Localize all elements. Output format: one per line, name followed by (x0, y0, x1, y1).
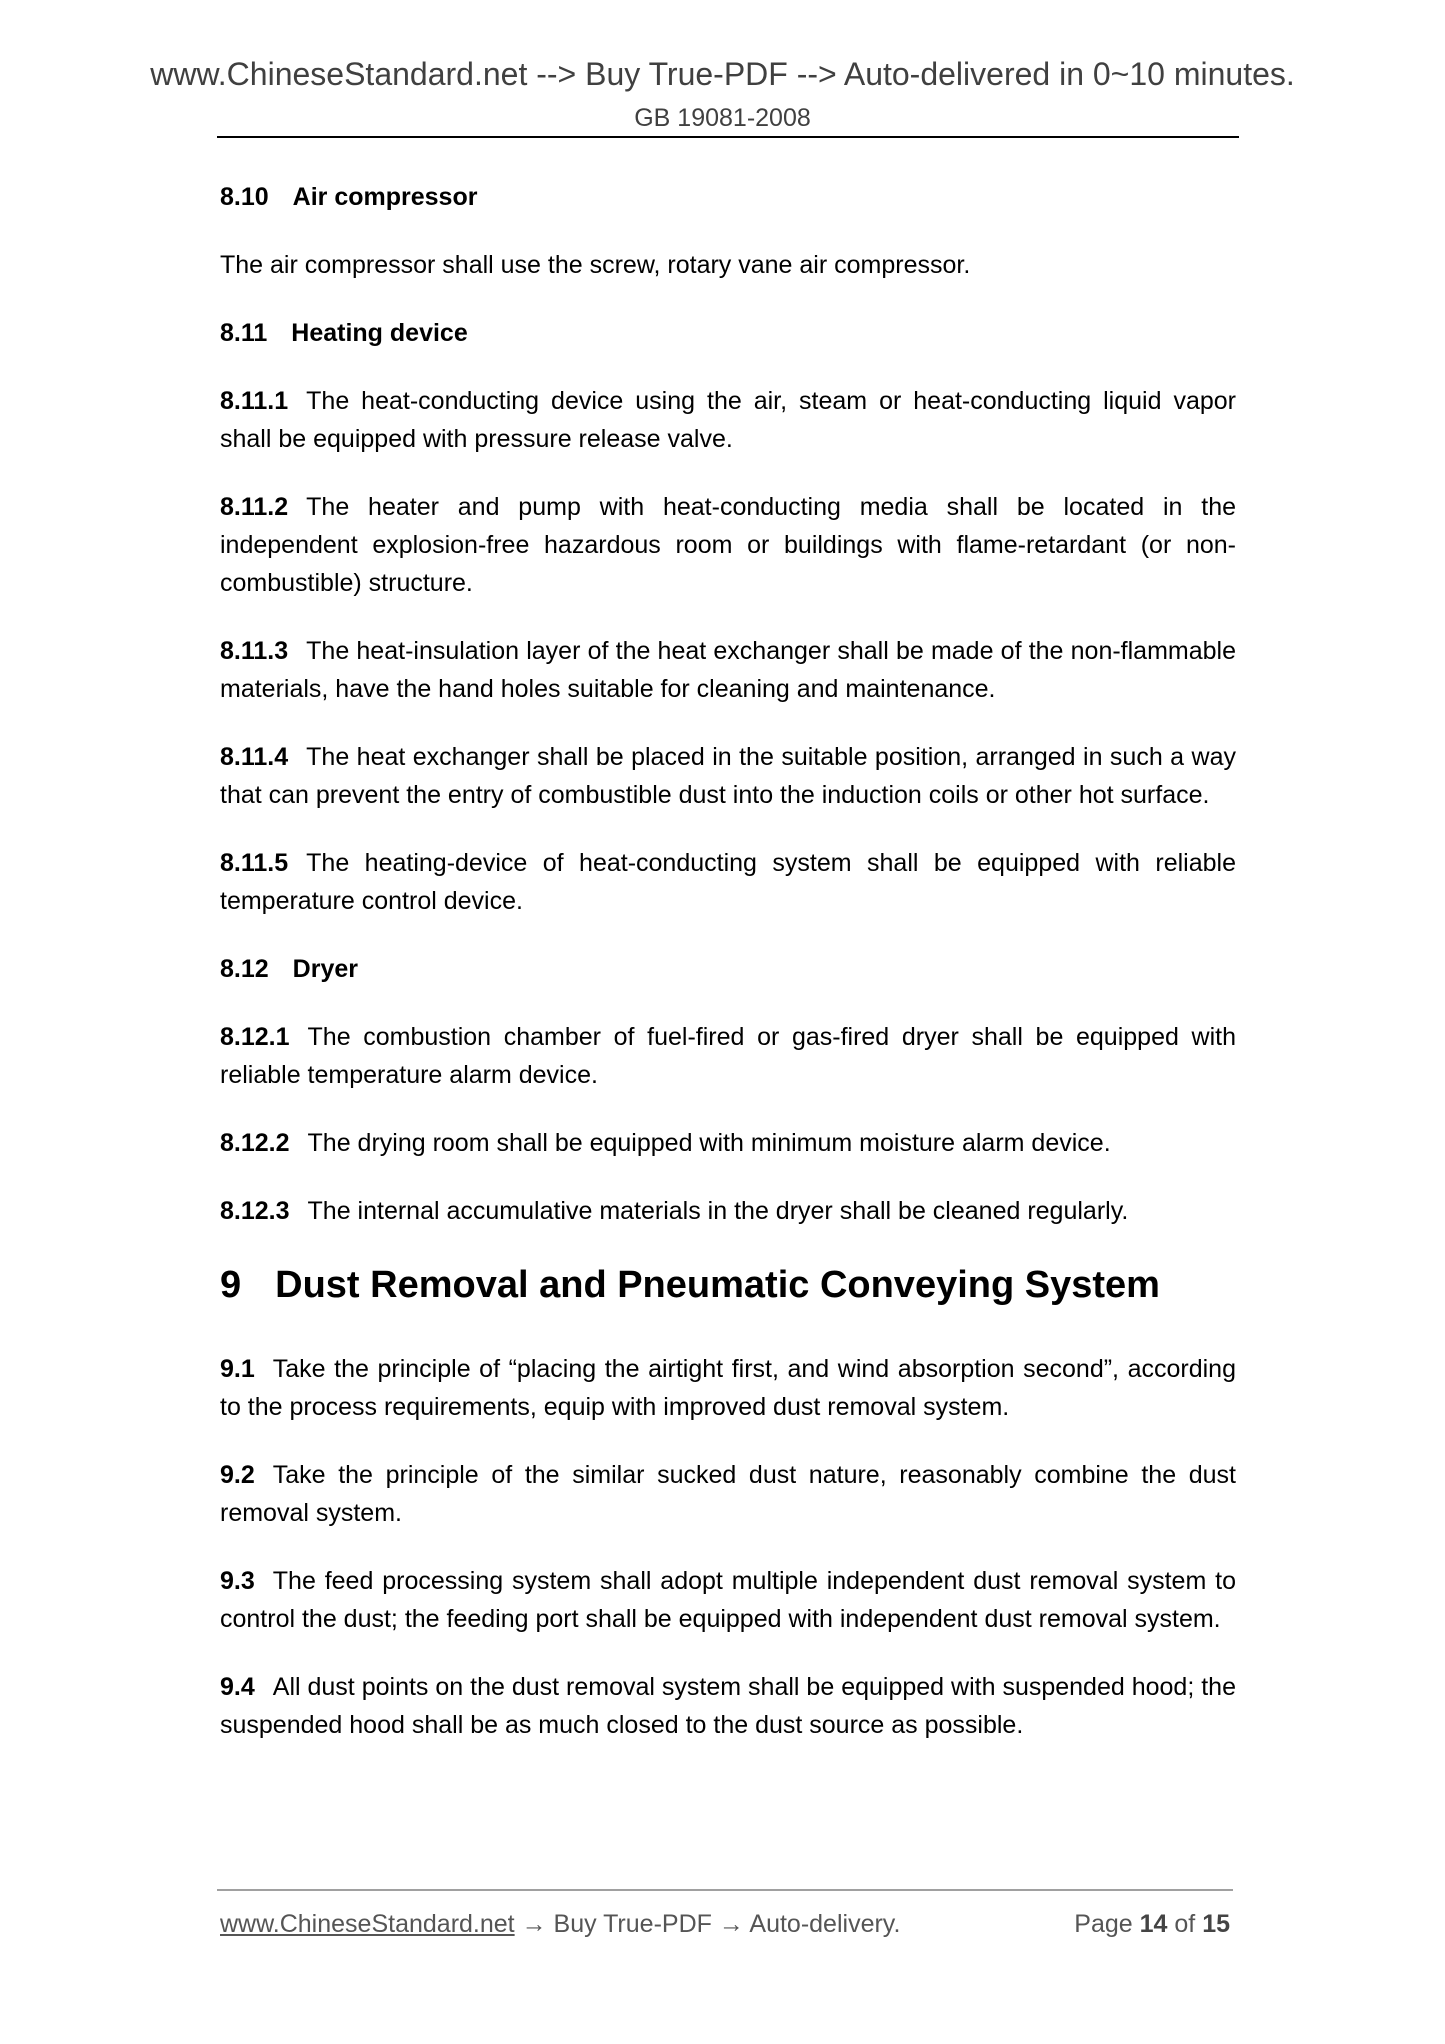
section-heading-8-12: 8.12 Dryer (220, 955, 358, 983)
clause-8-11-2: 8.11.2 The heater and pump with heat-conducting media shall be located in the independent explosion-free hazardous room or buildings with flame-retardant (or non-combustible) structure. (220, 493, 1236, 597)
header-rule (217, 136, 1239, 138)
section-heading-8-10: 8.10 Air compressor (220, 183, 478, 211)
clause-9-1: 9.1 Take the principle of “placing the airtight first, and wind absorption second”, according to the process requirements, equip with improved dust removal system. (220, 1355, 1236, 1421)
footer (220, 1910, 1230, 1939)
header-banner: www.ChineseStandard.net --> Buy True-PDF --> Auto-delivered in 0~10 minutes. (150, 56, 1295, 92)
clause-8-12-2: 8.12.2 The drying room shall be equipped with minimum moisture alarm device. (220, 1129, 1111, 1157)
standard-code: GB 19081-2008 (634, 104, 811, 132)
paragraph-8-10: The air compressor shall use the screw, rotary vane air compressor. (220, 251, 971, 279)
clause-9-4: 9.4 All dust points on the dust removal system shall be equipped with suspended hood; the suspended hood shall be as much closed to the dust source as possible. (220, 1673, 1236, 1739)
clause-8-12-1: 8.12.1 The combustion chamber of fuel-fired or gas-fired dryer shall be equipped with reliable temperature alarm device. (220, 1023, 1236, 1089)
footer-site-link[interactable]: www.ChineseStandard.net (220, 1910, 515, 1938)
clause-9-3: 9.3 The feed processing system shall adopt multiple independent dust removal system to control the dust; the feeding port shall be equipped with independent dust removal system. (220, 1567, 1236, 1633)
clause-8-11-4: 8.11.4 The heat exchanger shall be placed in the suitable position, arranged in such a way that can prevent the entry of combustible dust into the induction coils or other hot surface. (220, 743, 1236, 809)
clause-8-11-1: 8.11.1 The heat-conducting device using the air, steam or heat-conducting liquid vapor shall be equipped with pressure release valve. (220, 387, 1236, 453)
clause-8-11-5: 8.11.5 The heating-device of heat-conducting system shall be equipped with reliable temperature control device. (220, 849, 1236, 915)
chapter-heading-9: 9 Dust Removal and Pneumatic Conveying System (220, 1264, 1160, 1306)
section-heading-8-11: 8.11 Heating device (220, 319, 468, 347)
clause-8-11-3: 8.11.3 The heat-insulation layer of the heat exchanger shall be made of the non-flammable materials, have the hand holes suitable for cleaning and maintenance. (220, 637, 1236, 703)
document-body (220, 178, 1236, 1774)
clause-9-2: 9.2 Take the principle of the similar sucked dust nature, reasonably combine the dust removal system. (220, 1461, 1236, 1527)
clause-8-12-3: 8.12.3 The internal accumulative materials in the dryer shall be cleaned regularly. (220, 1197, 1129, 1225)
footer-tagline: → Buy True-PDF → Auto-delivery. (514, 1910, 901, 1938)
footer-rule (217, 1889, 1233, 1891)
page-indicator: Page 14 of 15 (1074, 1910, 1230, 1938)
